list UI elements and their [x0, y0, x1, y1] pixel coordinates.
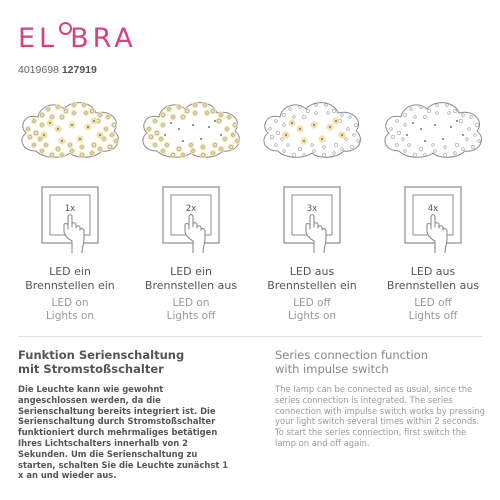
lights-status-en: Lights off — [166, 310, 216, 322]
led-point — [424, 154, 427, 157]
german-title — [18, 348, 233, 376]
led-glow — [222, 136, 228, 142]
burner-point — [178, 128, 180, 130]
led-point — [347, 128, 350, 131]
english-title-line-1: Series connection function — [275, 348, 429, 362]
led-point — [341, 114, 344, 117]
led-point — [432, 144, 435, 147]
burner-point — [285, 134, 287, 136]
led-point — [436, 104, 439, 107]
led-point — [414, 116, 417, 119]
lights-status-en: Lights off — [408, 310, 458, 322]
led-glow — [218, 112, 224, 118]
led-point — [350, 145, 354, 149]
led-point — [396, 144, 399, 147]
led-status-en: LED off — [414, 297, 452, 309]
led-point — [404, 124, 407, 127]
article-number: 4019698 — [18, 64, 59, 76]
led-point — [408, 144, 411, 147]
led-status-de: LED aus — [289, 265, 335, 278]
led-point — [325, 104, 328, 107]
led-glow — [79, 144, 85, 150]
led-point — [349, 116, 352, 119]
led-glow — [232, 122, 238, 128]
burner-point — [321, 138, 323, 140]
led-point — [402, 138, 405, 141]
led-point — [462, 148, 465, 151]
led-point — [354, 123, 358, 127]
burner-point — [220, 134, 222, 136]
led-point — [311, 144, 314, 147]
led-glow — [152, 142, 158, 148]
led-point — [293, 116, 296, 119]
led-point — [287, 144, 290, 147]
led-point — [423, 115, 427, 119]
led-point — [353, 134, 356, 137]
led-glow — [91, 142, 97, 148]
led-glow — [148, 134, 154, 140]
burner-point — [303, 140, 305, 142]
state-1 — [9, 95, 131, 323]
led-glow — [160, 122, 166, 128]
burner-point — [170, 122, 172, 124]
led-point — [434, 150, 437, 153]
led-glow — [152, 118, 158, 124]
led-glow — [39, 148, 45, 154]
burner-point — [420, 128, 422, 130]
burner-point — [450, 126, 452, 128]
led-point — [315, 112, 318, 115]
led-point — [299, 106, 302, 109]
led-glow — [97, 112, 103, 118]
led-glow — [97, 146, 103, 152]
led-glow — [190, 148, 196, 154]
led-status-en: LED off — [293, 297, 331, 309]
led-glow — [103, 126, 109, 132]
led-status-en: LED on — [51, 297, 89, 309]
led-point — [462, 114, 465, 117]
led-glow — [45, 106, 51, 112]
led-point — [282, 113, 286, 117]
led-point — [283, 150, 286, 153]
led-point — [341, 148, 344, 151]
led-glow — [164, 142, 170, 148]
burner-point — [462, 134, 464, 136]
led-point — [471, 145, 475, 149]
led-glow — [218, 146, 224, 152]
led-point — [292, 153, 296, 157]
brand-o-circle-icon — [58, 24, 70, 50]
led-glow — [192, 102, 198, 108]
led-glow — [55, 146, 61, 152]
burner-point — [99, 134, 101, 136]
german-body: Die Leuchte kann wie gewohnt angeschlossen werden, da die Serienschaltung bereits integriert ist. Die Serienschaltung durch Stromstoßschalter funktioniert durch mehrmaliges betätigen Ihres Lichtschalters innerhalb von 2 Sekunden. Um die Serienschaltung zu starten, schalten Sie die Leuchte zunächst 1 x an und wieder aus. — [18, 384, 229, 481]
led-glow — [234, 138, 240, 144]
led-point — [357, 140, 360, 143]
led-glow — [49, 152, 55, 158]
led-point — [478, 140, 481, 143]
led-glow — [184, 108, 190, 114]
led-glow — [67, 142, 73, 148]
led-glow — [188, 142, 194, 148]
cloud-lamp-icon — [14, 95, 126, 167]
burner-point — [335, 120, 337, 122]
led-glow — [59, 114, 65, 120]
led-status-de: LED aus — [410, 265, 456, 278]
led-glow — [107, 144, 113, 150]
brand-name-end: BRA — [70, 23, 137, 54]
english-description — [275, 348, 485, 449]
led-glow — [146, 126, 152, 132]
led-glow — [230, 132, 236, 138]
led-glow — [71, 110, 77, 116]
led-glow — [33, 130, 39, 136]
burner-point — [61, 140, 63, 142]
led-point — [333, 152, 336, 155]
led-point — [403, 113, 407, 117]
brand-logo — [18, 24, 137, 54]
led-glow — [200, 152, 206, 158]
led-glow — [160, 112, 166, 118]
burner-status-de: Brennstellen ein — [267, 279, 357, 292]
burner-point — [406, 134, 408, 136]
led-glow — [39, 122, 45, 128]
burner-point — [329, 126, 331, 128]
lights-status-en: Lights on — [287, 310, 337, 322]
led-point — [420, 106, 423, 109]
led-status-de: LED ein — [49, 265, 91, 278]
light-switch-icon — [282, 185, 342, 255]
burner-point — [214, 120, 216, 122]
led-point — [444, 146, 447, 149]
cloud-lamp-icon — [377, 95, 489, 167]
led-glow — [69, 148, 75, 154]
led-point — [283, 124, 286, 127]
led-point — [275, 144, 278, 147]
burner-point — [442, 138, 444, 140]
led-glow — [212, 142, 218, 148]
led-glow — [160, 148, 166, 154]
led-glow — [158, 136, 164, 142]
burner-point — [412, 122, 414, 124]
article-number-line — [18, 64, 97, 76]
led-glow — [210, 150, 216, 156]
led-glow — [83, 110, 89, 116]
burner-point — [434, 124, 436, 126]
cloud-lamp-icon — [256, 95, 368, 167]
led-glow — [81, 102, 87, 108]
led-glow — [154, 130, 160, 136]
burner-point — [424, 140, 426, 142]
led-status-en: LED on — [172, 297, 210, 309]
english-body: The lamp can be connected as usual, since the series connection is integrated. The series connection with impulse switch works by pressing your light switch several times within 2 seconds. To start the series connection, first switch the lamp on and off again. — [275, 384, 485, 448]
led-glow — [113, 138, 119, 144]
burner-point — [182, 140, 184, 142]
led-point — [391, 135, 395, 139]
led-point — [270, 135, 274, 139]
english-title-line-2: with impulse switch — [275, 362, 389, 376]
press-count-label: 3x — [306, 204, 318, 214]
led-point — [327, 112, 330, 115]
section-divider — [18, 336, 482, 337]
led-glow — [63, 108, 69, 114]
burner-point — [291, 122, 293, 124]
led-glow — [25, 126, 31, 132]
led-point — [390, 128, 393, 131]
led-status-de: LED ein — [170, 265, 212, 278]
led-glow — [200, 144, 206, 150]
led-glow — [176, 146, 182, 152]
led-glow — [39, 112, 45, 118]
german-title-line-2: mit Stromstoßschalter — [18, 362, 164, 376]
press-count-label: 4x — [427, 204, 439, 214]
press-count-label: 2x — [185, 204, 197, 214]
led-glow — [216, 118, 222, 124]
led-point — [466, 138, 469, 141]
led-point — [302, 115, 306, 119]
led-glow — [49, 114, 55, 120]
led-point — [275, 120, 278, 123]
led-point — [313, 150, 316, 153]
german-title-line-1: Funktion Serienschaltung — [18, 348, 185, 362]
burner-point — [200, 138, 202, 140]
led-glow — [31, 118, 37, 124]
led-glow — [170, 114, 176, 120]
led-glow — [204, 110, 210, 116]
led-glow — [180, 114, 186, 120]
led-glow — [31, 142, 37, 148]
led-glow — [210, 108, 216, 114]
led-point — [298, 147, 302, 151]
burner-point — [49, 122, 51, 124]
led-point — [446, 104, 449, 107]
led-glow — [89, 150, 95, 156]
led-glow — [79, 152, 85, 158]
led-glow — [180, 152, 186, 158]
led-point — [322, 153, 326, 157]
led-point — [334, 143, 338, 147]
led-glow — [202, 102, 208, 108]
led-point — [436, 112, 439, 115]
burner-status-de: Brennstellen aus — [144, 279, 238, 292]
led-glow — [43, 142, 49, 148]
burner-point — [313, 124, 315, 126]
burner-point — [456, 120, 458, 122]
led-point — [448, 112, 451, 115]
led-point — [475, 123, 479, 127]
burner-point — [79, 138, 81, 140]
led-point — [419, 147, 423, 151]
led-point — [306, 109, 310, 113]
burner-status-de: Brennstellen aus — [386, 279, 480, 292]
led-glow — [111, 122, 117, 128]
led-glow — [226, 114, 232, 120]
led-glow — [170, 152, 176, 158]
burner-point — [192, 124, 194, 126]
german-description — [18, 348, 233, 481]
light-switch-icon — [161, 185, 221, 255]
burner-point — [299, 128, 301, 130]
burner-status-de: Brennstellen ein — [25, 279, 115, 292]
burner-point — [87, 126, 89, 128]
led-glow — [176, 104, 182, 110]
light-switch-icon — [403, 185, 463, 255]
led-glow — [192, 110, 198, 116]
led-point — [470, 116, 473, 119]
led-glow — [27, 134, 33, 140]
light-switch-icon — [40, 185, 100, 255]
led-point — [455, 143, 459, 147]
article-code: 127919 — [61, 64, 97, 76]
led-point — [303, 154, 306, 157]
led-glow — [105, 114, 111, 120]
state-2 — [130, 95, 252, 323]
state-3 — [251, 95, 373, 323]
led-glow — [59, 152, 65, 158]
led-glow — [166, 106, 172, 112]
brand-name-start: EL — [18, 23, 59, 54]
burner-point — [57, 128, 59, 130]
led-point — [459, 119, 463, 123]
led-glow — [89, 108, 95, 114]
burner-point — [208, 126, 210, 128]
cloud-lamp-icon — [135, 95, 247, 167]
led-point — [332, 109, 336, 113]
led-glow — [224, 126, 230, 132]
english-title — [275, 348, 485, 376]
led-point — [269, 128, 272, 131]
led-point — [454, 152, 457, 155]
lights-status-en: Lights on — [45, 310, 95, 322]
led-point — [413, 153, 417, 157]
led-point — [397, 131, 401, 135]
led-point — [474, 134, 477, 137]
led-point — [404, 150, 407, 153]
led-point — [443, 153, 447, 157]
led-point — [281, 138, 284, 141]
press-count-label: 1x — [64, 204, 76, 214]
led-point — [453, 109, 457, 113]
led-point — [289, 108, 292, 111]
led-point — [396, 120, 399, 123]
led-glow — [71, 102, 77, 108]
burner-point — [341, 134, 343, 136]
led-point — [323, 146, 326, 149]
led-point — [427, 109, 431, 113]
led-point — [410, 108, 413, 111]
led-point — [468, 128, 471, 131]
burner-point — [71, 124, 73, 126]
burner-point — [43, 134, 45, 136]
led-glow — [55, 104, 61, 110]
led-point — [276, 131, 280, 135]
state-4 — [372, 95, 494, 323]
led-point — [315, 104, 318, 107]
burner-point — [164, 134, 166, 136]
led-glow — [228, 144, 234, 150]
led-point — [345, 138, 348, 141]
led-glow — [109, 132, 115, 138]
burner-point — [93, 120, 95, 122]
